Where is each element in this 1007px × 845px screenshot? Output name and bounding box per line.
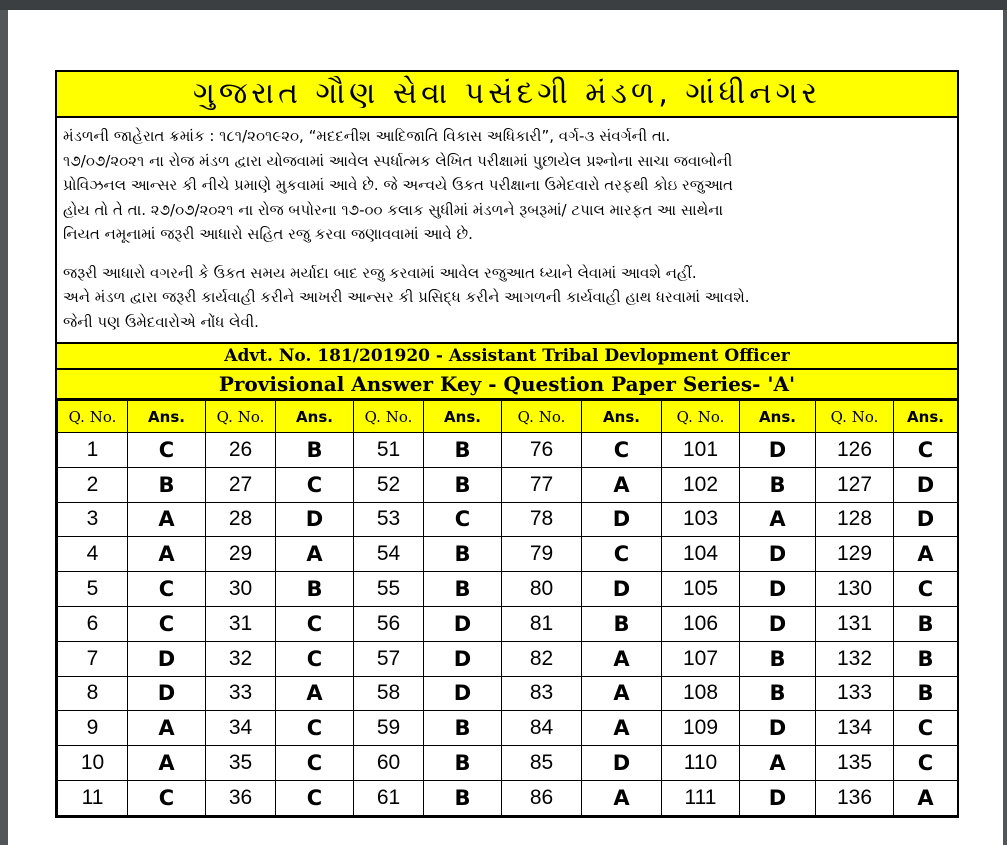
question-number: 32 <box>206 641 276 676</box>
answer-letter: C <box>128 606 206 641</box>
answer-letter: B <box>740 467 816 502</box>
table-row <box>58 641 958 676</box>
table-row <box>58 537 958 572</box>
question-number: 26 <box>206 433 276 468</box>
question-number: 85 <box>502 746 582 781</box>
advertisement-line: Advt. No. 181/201920 - Assistant Tribal Devlopment Officer <box>57 344 957 370</box>
answer-letter: B <box>128 467 206 502</box>
question-number: 106 <box>662 606 740 641</box>
answer-letter: D <box>740 433 816 468</box>
notice-line: અને મંડળ દ્વારા જરૂરી કાર્યવાહી કરીને આખરી આન્સર કી પ્રસિદ્ધ કરીને આગળની કાર્યવાહી હાથ ધરવામાં આવશે. <box>63 288 750 306</box>
answer-letter: D <box>128 676 206 711</box>
table-row <box>58 433 958 468</box>
answer-letter: C <box>276 641 354 676</box>
question-number: 83 <box>502 676 582 711</box>
viewer-top-bar <box>0 0 1007 10</box>
ans-header: Ans. <box>582 401 662 433</box>
question-number: 134 <box>816 711 894 746</box>
question-number: 3 <box>58 502 128 537</box>
question-number: 135 <box>816 746 894 781</box>
table-row <box>58 780 958 815</box>
notice-line: મંડળની જાહેરાત ક્રમાંક : ૧૮૧/૨૦૧૯૨૦, “મદદનીશ આદિજાતિ વિકાસ અધિકારી”, વર્ગ-૩ સંવર્ગની તા. <box>63 127 671 145</box>
question-number: 9 <box>58 711 128 746</box>
question-number: 5 <box>58 572 128 607</box>
qno-header: Q. No. <box>816 401 894 433</box>
question-number: 80 <box>502 572 582 607</box>
notice-line: જેની પણ ઉમેદવારોએ નોંધ લેવી. <box>63 312 259 331</box>
answer-letter: A <box>128 537 206 572</box>
question-number: 111 <box>662 780 740 815</box>
answer-letter: A <box>740 746 816 781</box>
answer-letter: D <box>740 780 816 815</box>
question-number: 103 <box>662 502 740 537</box>
table-row <box>58 502 958 537</box>
question-number: 6 <box>58 606 128 641</box>
ans-header: Ans. <box>128 401 206 433</box>
question-number: 8 <box>58 676 128 711</box>
question-number: 105 <box>662 572 740 607</box>
answer-letter: B <box>894 641 958 676</box>
answer-letter: C <box>894 433 958 468</box>
answer-letter: B <box>424 433 502 468</box>
question-number: 76 <box>502 433 582 468</box>
notice-text <box>57 118 957 344</box>
answer-letter: D <box>582 572 662 607</box>
ans-header: Ans. <box>276 401 354 433</box>
answer-letter: C <box>582 433 662 468</box>
answer-letter: B <box>740 641 816 676</box>
table-row <box>58 746 958 781</box>
question-number: 51 <box>354 433 424 468</box>
answer-letter: C <box>276 780 354 815</box>
question-number: 86 <box>502 780 582 815</box>
qno-header: Q. No. <box>662 401 740 433</box>
question-number: 27 <box>206 467 276 502</box>
question-number: 28 <box>206 502 276 537</box>
question-number: 4 <box>58 537 128 572</box>
question-number: 133 <box>816 676 894 711</box>
question-number: 136 <box>816 780 894 815</box>
table-header-row <box>58 401 958 433</box>
notice-line: ૧૭/૦૭/૨૦૨૧ ના રોજ મંડળ દ્વારા યોજવામાં આવેલ સ્પર્ધાત્મક લેખિત પરીક્ષામાં પુછાયેલ પ્રશ્નોના સાચા જવાબોની <box>63 151 733 170</box>
question-number: 108 <box>662 676 740 711</box>
answer-letter: B <box>740 676 816 711</box>
notice-line: નિયત નમૂનામાં જરૂરી આધારો સહિત રજુ કરવા જણાવવામાં આવે છે. <box>63 225 473 243</box>
answer-letter: B <box>424 711 502 746</box>
question-number: 59 <box>354 711 424 746</box>
question-number: 78 <box>502 502 582 537</box>
question-number: 79 <box>502 537 582 572</box>
table-row <box>58 676 958 711</box>
question-number: 58 <box>354 676 424 711</box>
question-number: 53 <box>354 502 424 537</box>
question-number: 55 <box>354 572 424 607</box>
question-number: 102 <box>662 467 740 502</box>
answer-letter: B <box>582 606 662 641</box>
question-number: 29 <box>206 537 276 572</box>
notice-paragraph-2 <box>63 261 951 335</box>
answer-letter: C <box>128 780 206 815</box>
answer-letter: A <box>582 467 662 502</box>
answer-letter: C <box>424 502 502 537</box>
answer-letter: A <box>740 502 816 537</box>
question-number: 2 <box>58 467 128 502</box>
answer-letter: D <box>128 641 206 676</box>
question-number: 128 <box>816 502 894 537</box>
answer-letter: B <box>424 572 502 607</box>
table-row <box>58 572 958 607</box>
answer-letter: C <box>894 746 958 781</box>
answer-letter: A <box>128 746 206 781</box>
question-number: 132 <box>816 641 894 676</box>
question-number: 35 <box>206 746 276 781</box>
answer-letter: B <box>424 746 502 781</box>
table-body <box>58 433 958 816</box>
question-number: 1 <box>58 433 128 468</box>
question-number: 130 <box>816 572 894 607</box>
answer-letter: A <box>582 780 662 815</box>
answer-letter: B <box>276 433 354 468</box>
question-number: 30 <box>206 572 276 607</box>
answer-letter: D <box>740 711 816 746</box>
answer-letter: C <box>582 537 662 572</box>
ans-header: Ans. <box>740 401 816 433</box>
answer-letter: B <box>894 606 958 641</box>
answer-letter: A <box>276 676 354 711</box>
question-number: 11 <box>58 780 128 815</box>
answer-letter: D <box>276 502 354 537</box>
notice-line: જરૂરી આધારો વગરની કે ઉકત સમય મર્યાદા બાદ રજુ કરવામાં આવેલ રજુઆત ધ્યાને લેવામાં આવશે નહીં. <box>63 263 697 282</box>
question-number: 61 <box>354 780 424 815</box>
question-number: 7 <box>58 641 128 676</box>
answer-letter: D <box>424 676 502 711</box>
qno-header: Q. No. <box>502 401 582 433</box>
answer-letter: D <box>582 502 662 537</box>
qno-header: Q. No. <box>58 401 128 433</box>
question-number: 107 <box>662 641 740 676</box>
answer-letter: D <box>740 606 816 641</box>
board-title: ગુજરાત ગૌણ સેવા પસંદગી મંડળ, ગાંધીનગર <box>57 72 957 118</box>
answer-letter: C <box>276 711 354 746</box>
qno-header: Q. No. <box>206 401 276 433</box>
answer-letter: D <box>894 467 958 502</box>
question-number: 127 <box>816 467 894 502</box>
answer-letter: A <box>582 641 662 676</box>
answer-letter: B <box>276 572 354 607</box>
ans-header: Ans. <box>894 401 958 433</box>
answer-letter: C <box>894 711 958 746</box>
answer-key-heading: Provisional Answer Key - Question Paper Series- 'A' <box>57 370 957 400</box>
question-number: 33 <box>206 676 276 711</box>
question-number: 131 <box>816 606 894 641</box>
question-number: 36 <box>206 780 276 815</box>
answer-key-table <box>57 400 958 816</box>
answer-letter: A <box>582 711 662 746</box>
question-number: 129 <box>816 537 894 572</box>
question-number: 77 <box>502 467 582 502</box>
answer-letter: C <box>276 467 354 502</box>
question-number: 84 <box>502 711 582 746</box>
answer-letter: B <box>424 467 502 502</box>
answer-letter: D <box>740 572 816 607</box>
answer-letter: C <box>894 572 958 607</box>
question-number: 101 <box>662 433 740 468</box>
question-number: 104 <box>662 537 740 572</box>
question-number: 10 <box>58 746 128 781</box>
answer-letter: A <box>276 537 354 572</box>
question-number: 56 <box>354 606 424 641</box>
answer-letter: A <box>894 780 958 815</box>
question-number: 57 <box>354 641 424 676</box>
question-number: 54 <box>354 537 424 572</box>
table-row <box>58 606 958 641</box>
notice-line: હોય તો તે તા. ૨૭/૦૭/૨૦૨૧ ના રોજ બપોરના ૧૭-૦૦ કલાક સુધીમાં મંડળને રૂબરૂમાં/ ટપાલ મારફત આ સાથેના <box>63 200 724 219</box>
answer-letter: C <box>276 606 354 641</box>
table-row <box>58 467 958 502</box>
answer-letter: D <box>740 537 816 572</box>
answer-letter: D <box>424 606 502 641</box>
answer-letter: A <box>582 676 662 711</box>
answer-letter: B <box>894 676 958 711</box>
answer-letter: A <box>128 711 206 746</box>
notice-paragraph-1 <box>63 124 951 247</box>
answer-letter: C <box>128 433 206 468</box>
document-page <box>8 10 1003 845</box>
question-number: 31 <box>206 606 276 641</box>
qno-header: Q. No. <box>354 401 424 433</box>
answer-letter: D <box>424 641 502 676</box>
notice-line: પ્રોવિઝનલ આન્સર કી નીચે પ્રમાણે મુકવામાં આવે છે. જે અન્વયે ઉકત પરીક્ષાના ઉમેદવારો તરફથી કોઇ રજુઆત <box>63 176 733 194</box>
answer-letter: B <box>424 537 502 572</box>
answer-letter: D <box>582 746 662 781</box>
question-number: 126 <box>816 433 894 468</box>
answer-letter: D <box>894 502 958 537</box>
table-row <box>58 711 958 746</box>
question-number: 82 <box>502 641 582 676</box>
question-number: 109 <box>662 711 740 746</box>
answer-letter: C <box>276 746 354 781</box>
ans-header: Ans. <box>424 401 502 433</box>
question-number: 81 <box>502 606 582 641</box>
answer-key-document <box>55 70 959 818</box>
answer-letter: B <box>424 780 502 815</box>
answer-letter: A <box>894 537 958 572</box>
answer-letter: A <box>128 502 206 537</box>
question-number: 34 <box>206 711 276 746</box>
answer-letter: C <box>128 572 206 607</box>
question-number: 60 <box>354 746 424 781</box>
question-number: 52 <box>354 467 424 502</box>
question-number: 110 <box>662 746 740 781</box>
